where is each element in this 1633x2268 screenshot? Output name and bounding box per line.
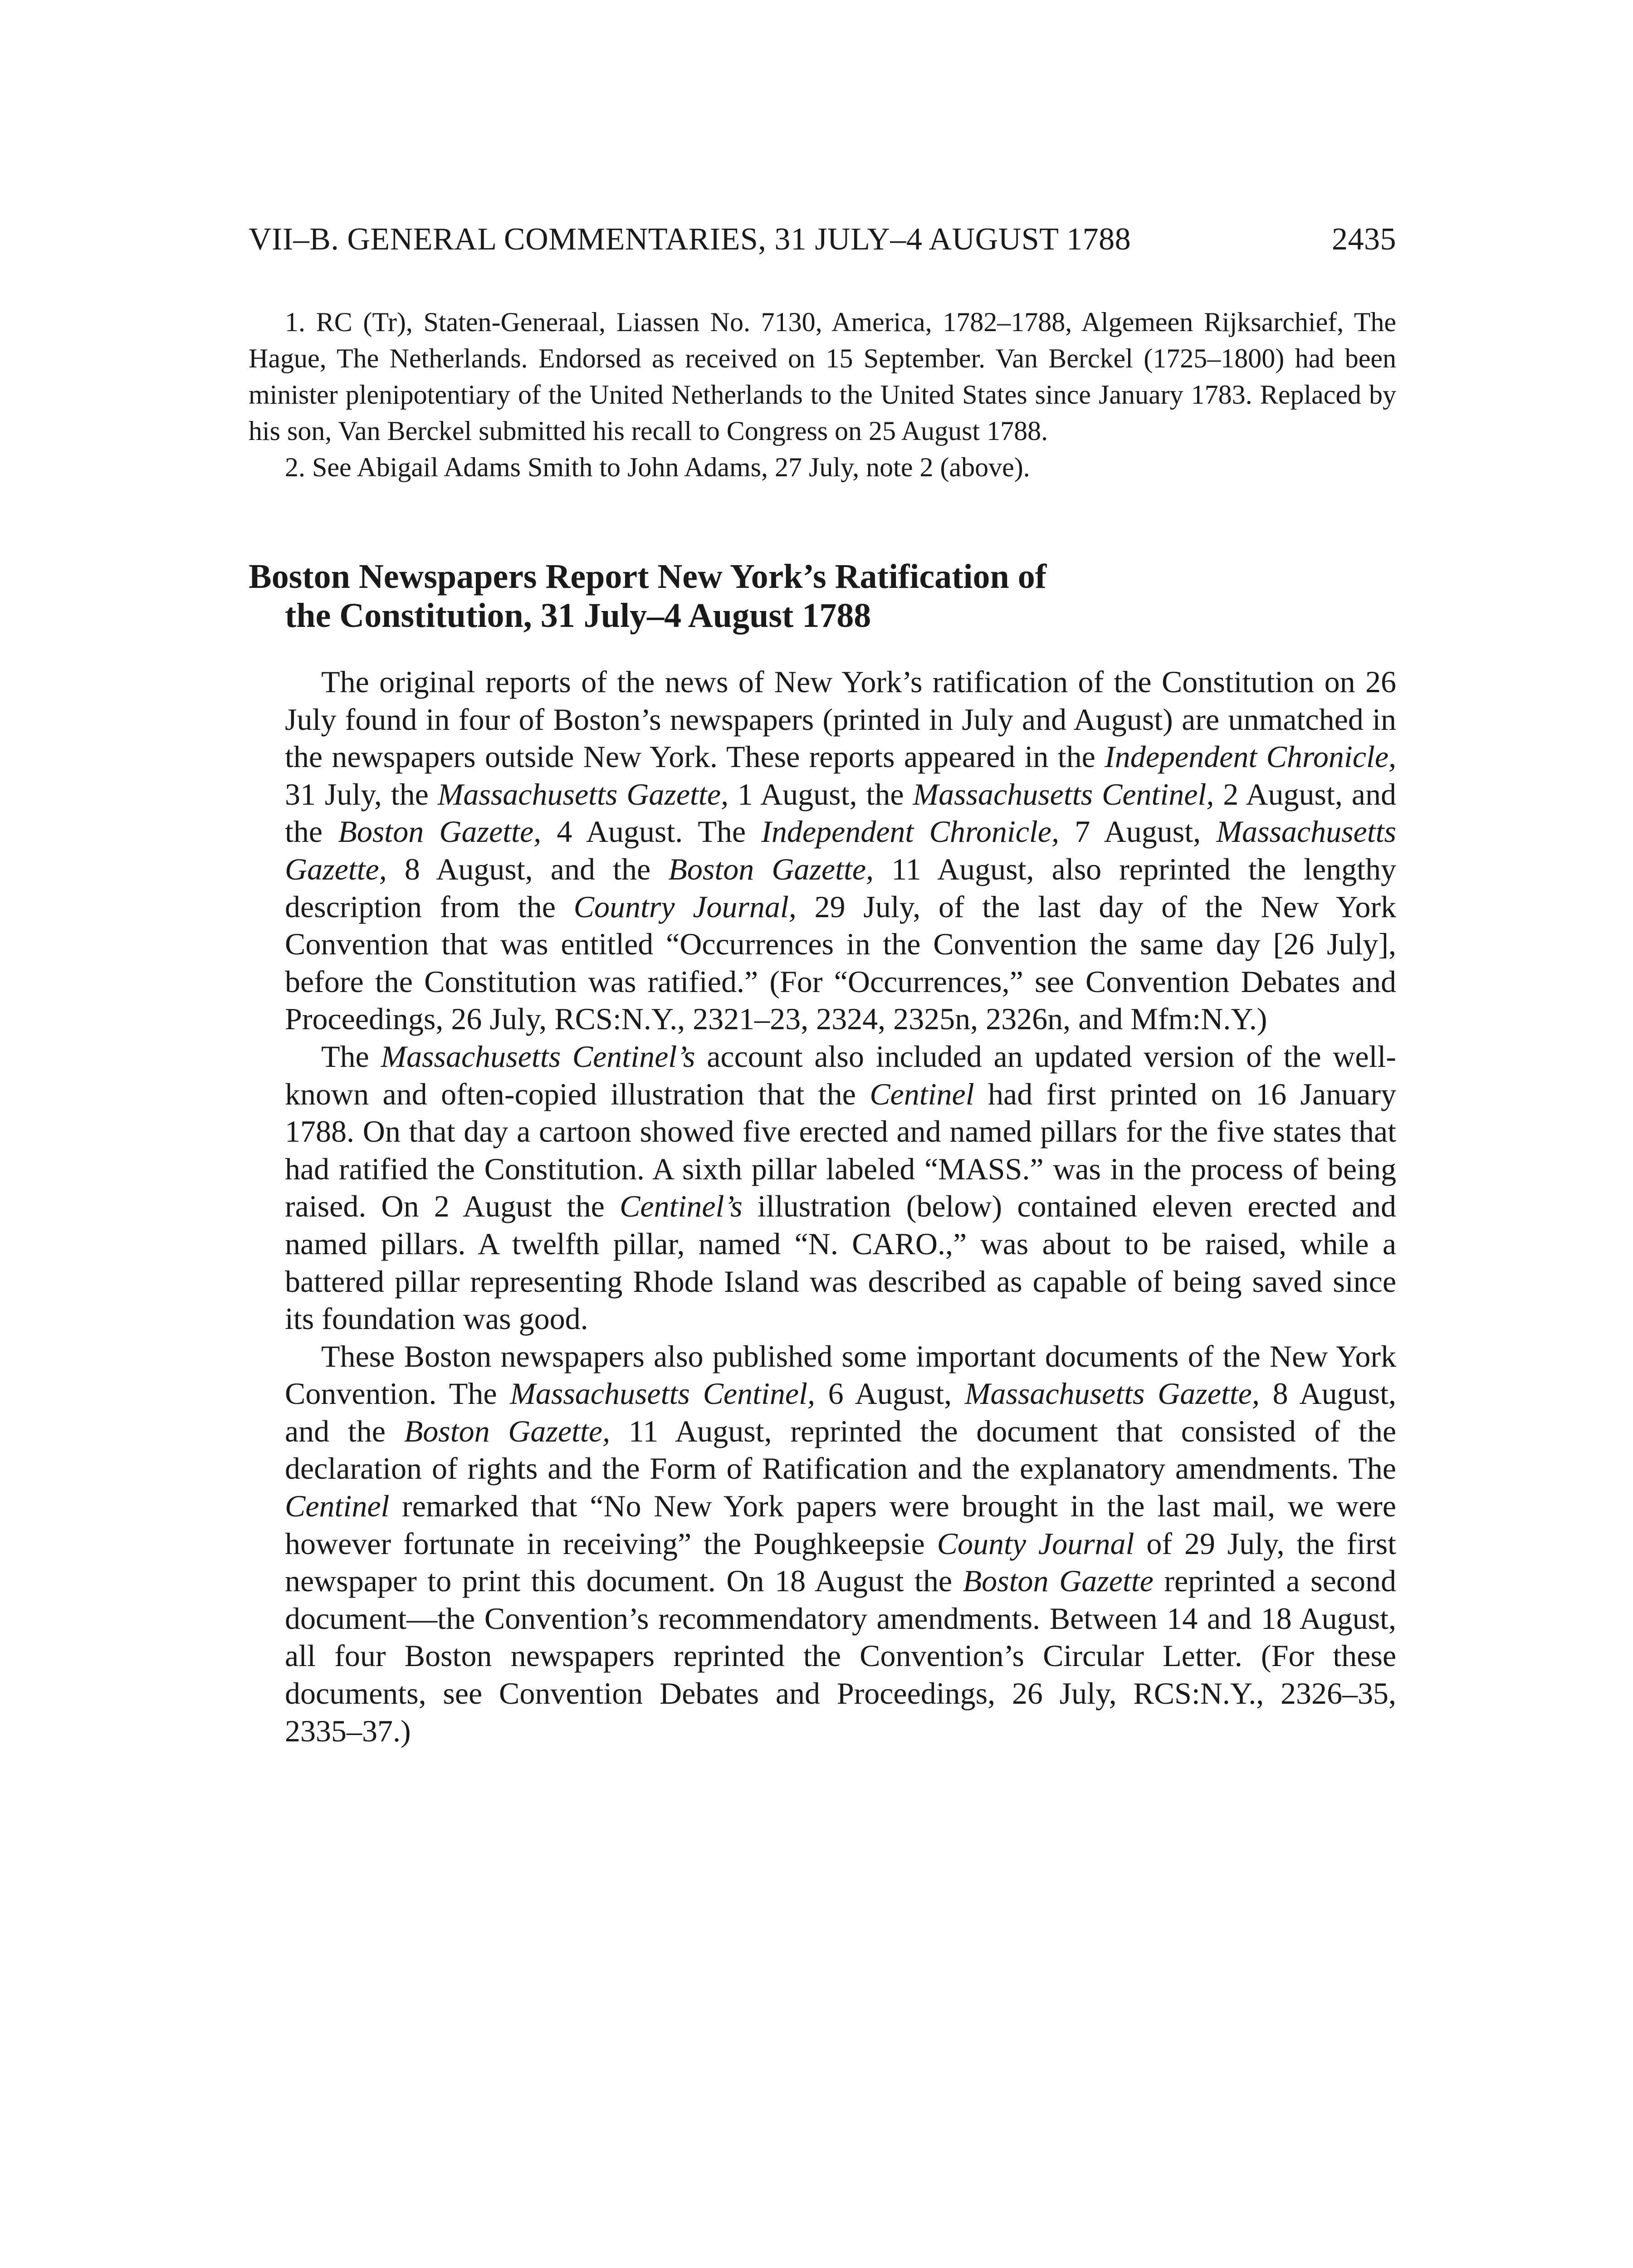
- newspaper-title: Massachusetts Gazette,: [437, 777, 729, 811]
- newspaper-title: Boston Gazette: [963, 1564, 1154, 1598]
- newspaper-title: Massachusetts Centinel’s: [381, 1039, 695, 1074]
- newspaper-title: Independent Chronicle,: [1105, 739, 1396, 774]
- text-run: illustration (below) contained eleven erected and named pillars. A twelfth pillar, named “N. CARO.,” was about to be raised, while a battered pillar representing Rhode Island was described as capable of being saved since its foundation was good.: [285, 1189, 1396, 1336]
- text-run: 8 August, and the: [386, 851, 669, 886]
- newspaper-title: Boston Gazette,: [668, 851, 874, 886]
- text-run: of 29 July, the first newspaper to print this document. On 18 August the: [285, 1526, 1396, 1598]
- newspaper-title: Boston Gazette,: [338, 814, 542, 849]
- text-run: These Boston newspapers also published some important documents of the New York Convention. The: [285, 1339, 1396, 1411]
- body-text: [285, 663, 1396, 1750]
- text-run: 11 August, reprinted the document that consisted of the declaration of rights and the Form of Ratification and the explanatory amendments. The: [285, 1413, 1396, 1486]
- text-run: The original reports of the news of New York’s ratification of the Constitution on 26 July found in four of Boston’s newspapers (printed in July and August) are unmatched in the newspapers outside New York. These reports appeared in the: [285, 665, 1396, 774]
- newspaper-title: Centinel: [285, 1489, 390, 1524]
- text-run: account also included an updated version of the well-known and often-copied illustration that the: [285, 1039, 1396, 1111]
- footnote-2: 2. See Abigail Adams Smith to John Adams, 27 July, note 2 (above).: [285, 452, 1030, 482]
- text-run: 8 August, and the: [285, 1376, 1396, 1448]
- section-heading: [249, 557, 1396, 635]
- newspaper-title: Centinel: [870, 1076, 974, 1111]
- paragraph-2: [285, 1038, 1396, 1338]
- text-run: reprinted a second document—the Convention’s recommendatory amendments. Between 14 and 18 August, all four Boston newspapers reprinted the Convention’s Circular Letter. (For these documents, see Convention Debates and Proceedings, 26 July, RCS:N.Y., 2326–35, 2335–37.): [285, 1564, 1396, 1748]
- text-run: 29 July, of the last day of the New York Convention that was entitled “Occurrences in the Convention the same day [26 July], before the Constitution was ratified.” (For “Occurrences,” see Convention Debates and Proceedings, 26 July, RCS:N.Y., 2321–23, 2324, 2325n, 2326n, and Mfm:N.Y.): [285, 889, 1396, 1036]
- text-run: remarked that “No New York papers were brought in the last mail, we were however fortunate in receiving” the Poughkeepsie: [285, 1489, 1396, 1561]
- newspaper-title: Massachusetts Gazette,: [285, 814, 1396, 886]
- text-run: 31 July, the: [285, 777, 438, 811]
- newspaper-title: Massachusetts Gazette,: [964, 1376, 1260, 1411]
- text-run: 2 August, and the: [285, 777, 1396, 849]
- newspaper-title: Independent Chronicle,: [761, 814, 1059, 849]
- newspaper-title: Massachusetts Centinel,: [913, 777, 1214, 811]
- newspaper-title: Country Journal,: [573, 889, 797, 924]
- text-run: 1 August, the: [728, 777, 913, 811]
- paragraph-1: [285, 663, 1396, 1038]
- footnotes: [249, 304, 1396, 485]
- text-run: 4 August. The: [541, 814, 762, 849]
- newspaper-title: Massachusetts Centinel,: [510, 1376, 815, 1411]
- page-number: 2435: [1332, 222, 1396, 257]
- newspaper-title: Boston Gazette,: [404, 1413, 611, 1448]
- text-run: 11 August, also reprinted the lengthy description from the: [285, 851, 1397, 924]
- newspaper-title: Centinel’s: [620, 1189, 743, 1224]
- text-run: The: [321, 1039, 381, 1074]
- document-page: [249, 0, 1396, 2268]
- paragraph-3: [285, 1338, 1396, 1750]
- running-head-title: VII–B. GENERAL COMMENTARIES, 31 JULY–4 AUGUST 1788: [249, 222, 1131, 257]
- footnote-1: 1. RC (Tr), Staten-Generaal, Liassen No. 7130, America, 1782–1788, Algemeen Rijksarchief, The Hague, The Netherlands. Endorsed as received on 15 September. Van Berckel (1725–1800) had been minister plenipotentiary of the United Netherlands to the United States since January 1783. Replaced by his son, Van Berckel submitted his recall to Congress on 25 August 1788.: [249, 307, 1396, 446]
- section-heading-line-1: Boston Newspapers Report New York’s Ratification of: [249, 557, 1047, 596]
- text-run: 6 August,: [815, 1376, 965, 1411]
- section-heading-line-2: the Constitution, 31 July–4 August 1788: [285, 596, 871, 635]
- text-run: 7 August,: [1059, 814, 1217, 849]
- text-run: had first printed on 16 January 1788. On that day a cartoon showed five erected and named pillars for the five states that had ratified the Constitution. A sixth pillar labeled “MASS.” was in the process of being raised. On 2 August the: [285, 1076, 1396, 1224]
- newspaper-title: County Journal: [937, 1526, 1134, 1561]
